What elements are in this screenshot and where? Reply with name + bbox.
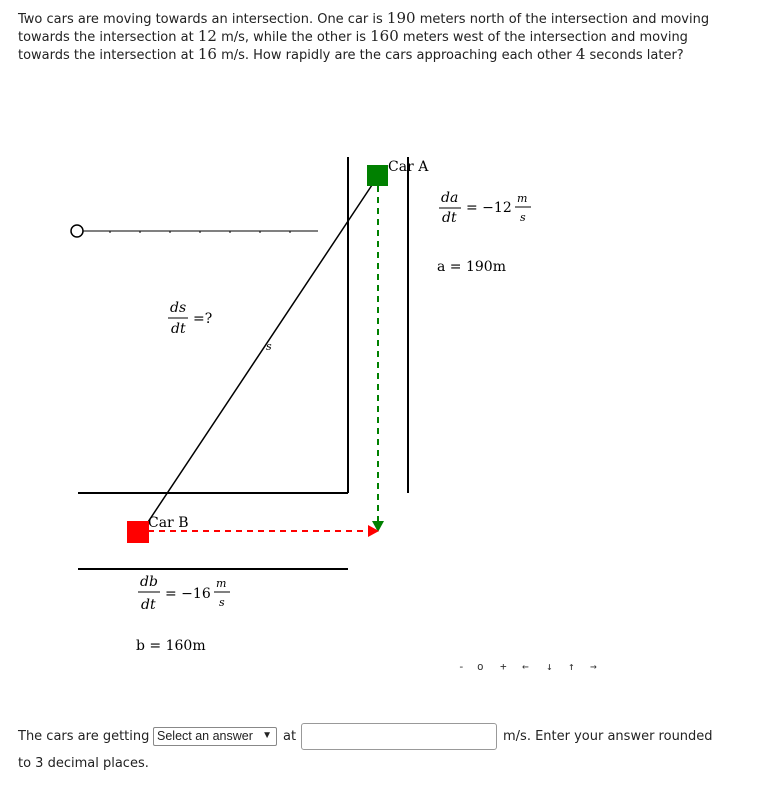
db-numerator: db (140, 574, 158, 590)
a-value: a = 190m (437, 259, 506, 275)
db-denominator: dt (141, 597, 156, 613)
db-rhs: = −16 (165, 586, 211, 602)
direction-select-value: Select an answer (157, 729, 253, 743)
da-rhs: = −12 (466, 200, 512, 216)
answer-suffix-2: to 3 decimal places. (18, 756, 149, 771)
car-b-label: Car B (148, 515, 189, 531)
direction-select[interactable] (153, 727, 277, 746)
pan-down-button[interactable]: ↓ (546, 660, 553, 673)
ds-numerator: ds (170, 300, 187, 316)
question-text: Two cars are moving towards an intersection. One car is 190 meters north of the intersection and moving towards the intersection at 12 m/s, while the other is 160 meters west of the intersection and moving towards the intersection at 16 m/s. How rapidly are the cars approaching each other 4 seconds later? (18, 9, 710, 63)
da-denominator: dt (442, 210, 457, 226)
pan-up-button[interactable]: ↑ (568, 660, 575, 673)
answer-prefix: The cars are getting (18, 729, 150, 744)
ds-denominator: dt (171, 321, 186, 337)
s-label: s (266, 340, 272, 353)
rate-answer-input[interactable] (301, 723, 497, 750)
reset-view-button[interactable]: o (477, 660, 484, 673)
chevron-down-icon: ▼ (262, 730, 272, 741)
ds-rhs: =? (193, 311, 213, 327)
zoom-out-button[interactable]: - (458, 660, 465, 673)
pan-right-button[interactable]: → (590, 660, 597, 673)
car-b[interactable] (127, 521, 149, 543)
da-unit-m: m (517, 192, 528, 205)
slider-handle[interactable] (71, 225, 83, 237)
pan-left-button[interactable]: ← (522, 660, 529, 673)
zoom-in-button[interactable]: + (500, 660, 507, 673)
distance-line-s (148, 176, 378, 522)
da-unit-s: s (520, 211, 526, 224)
car-a-label: Car A (388, 159, 429, 175)
b-value: b = 160m (136, 638, 206, 654)
answer-at-label: at (283, 729, 297, 744)
db-unit-s: s (219, 596, 225, 609)
answer-suffix: m/s. Enter your answer rounded (503, 729, 713, 744)
car-a[interactable] (367, 165, 388, 186)
db-unit-m: m (216, 577, 227, 590)
da-numerator: da (441, 190, 459, 206)
